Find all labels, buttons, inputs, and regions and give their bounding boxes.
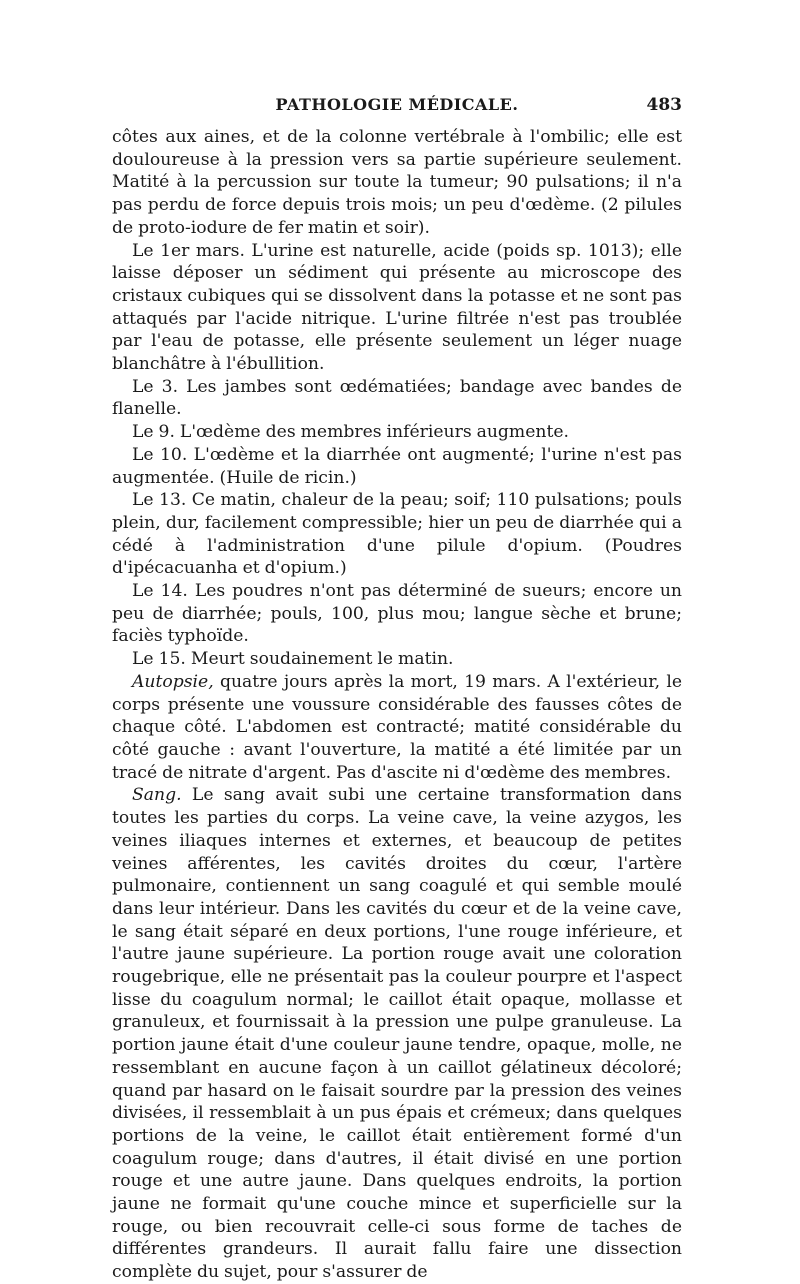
paragraph: Le 10. L'œdème et la diarrhée ont augmenté; l'urine n'est pas augmentée. (Huile de ricin.) [112, 444, 682, 488]
paragraph-sang: Sang. Le sang avait subi une certaine transformation dans toutes les parties du corps. La veine cave, la veine azygos, les veines iliaques internes et externes, et beaucoup de petites veines afférentes, les cavités droites du cœur, l'artère pulmonaire, contiennent un sang coagulé et qui semble moulé dans leur intérieur. Dans les cavités du cœur et de la veine cave, le sang était séparé en deux portions, l'une rouge inférieure, et l'autre jaune supérieure. La portion rouge avait une coloration rougebrique, elle ne présentait pas la couleur pourpre et l'aspect lisse du coagulum normal; le caillot était opaque, mollasse et granuleux, et fournissait à la pression une pulpe granuleuse. La portion jaune était d'une couleur jaune tendre, opaque, molle, ne ressemblant en aucune façon à un caillot gélatineux décoloré; quand par hasard on le faisait sourdre par la pression des veines divisées, il ressemblait à un pus épais et crémeux; dans quelques portions de la veine, le caillot était entièrement formé d'un coagulum rouge; dans d'autres, il était divisé en une portion rouge et une autre jaune. Dans quelques endroits, la portion jaune ne formait qu'une couche mince et superficielle sur la rouge, ou bien recouvrait celle-ci sous forme de taches de différentes grandeurs. Il aurait fallu faire une dissection complète du sujet, pour s'assurer de [112, 785, 682, 1283]
body-text [112, 126, 682, 1284]
paragraph: Le 3. Les jambes sont œdématiées; bandage avec bandes de flanelle. [112, 376, 682, 420]
paragraph: Le 14. Les poudres n'ont pas déterminé de sueurs; encore un peu de diarrhée; pouls, 100, plus mou; langue sèche et brune; faciès typhoïde. [112, 581, 682, 647]
paragraph: Le 1er mars. L'urine est naturelle, acide (poids sp. 1013); elle laisse déposer un sédiment qui présente au microscope des cristaux cubiques qui se dissolvent dans la potasse et ne sont pas attaqués par l'acide nitrique. L'urine filtrée n'est pas troublée par l'eau de potasse, elle présente seulement un léger nuage blanchâtre à l'ébullition. [112, 240, 682, 375]
paragraph: Le 9. L'œdème des membres inférieurs augmente. [132, 422, 570, 443]
page-header [112, 95, 682, 125]
paragraph: Le 13. Ce matin, chaleur de la peau; soif; 110 pulsations; pouls plein, dur, facilement compressible; hier un peu de diarrhée qui a cédé à l'administration d'une pilule d'opium. (Poudres d'ipécacuanha et d'opium.) [112, 490, 682, 579]
paragraph: côtes aux aines, et de la colonne vertébrale à l'ombilic; elle est douloureuse à la pression vers sa partie supérieure seulement. Matité à la percussion sur toute la tumeur; 90 pulsations; il n'a pas perdu de force depuis trois mois; un peu d'œdème. (2 pilules de proto-iodure de fer matin et soir). [112, 127, 682, 238]
paragraph: Le 15. Meurt soudainement le matin. [132, 649, 454, 670]
running-title: PATHOLOGIE MÉDICALE. [275, 95, 519, 114]
paragraph-autopsie: Autopsie, quatre jours après la mort, 19 mars. A l'extérieur, le corps présente une voussure considérable des fausses côtes de chaque côté. L'abdomen est contracté; matité considérable du côté gauche : avant l'ouverture, la matité a été limitée par un tracé de nitrate d'argent. Pas d'ascite ni d'œdème des membres. [112, 671, 682, 783]
page-number: 483 [646, 95, 682, 115]
